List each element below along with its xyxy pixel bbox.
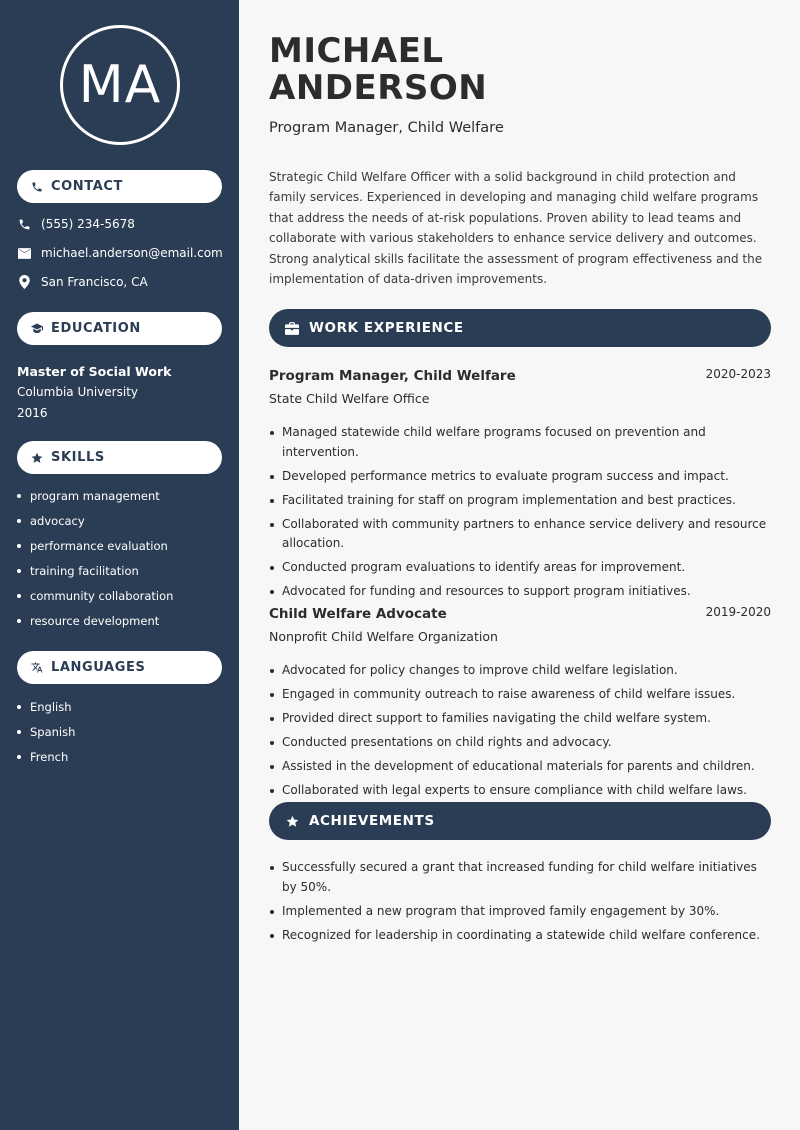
contact-heading-label: CONTACT xyxy=(51,179,123,194)
contact-location xyxy=(17,275,148,289)
skill-item: community collaboration xyxy=(17,583,173,608)
language-item: French xyxy=(17,744,75,769)
education-entry xyxy=(17,361,171,424)
contact-location-text: San Francisco, CA xyxy=(41,275,148,289)
list-item: Assisted in the development of educational materials for parents and children. xyxy=(269,757,769,777)
list-item: Managed statewide child welfare programs focused on prevention and intervention. xyxy=(269,423,769,462)
languages-list xyxy=(17,694,75,769)
job-organization: Nonprofit Child Welfare Organization xyxy=(269,629,498,644)
list-item: Recognized for leadership in coordinating a statewide child welfare conference. xyxy=(269,926,769,946)
location-icon xyxy=(17,275,31,289)
job-bullets xyxy=(269,661,769,805)
phone-icon xyxy=(17,217,31,231)
skills-heading-label: SKILLS xyxy=(51,450,105,465)
contact-email xyxy=(17,246,223,260)
contact-phone-text[interactable]: (555) 234-5678 xyxy=(41,217,135,231)
education-heading-label: EDUCATION xyxy=(51,321,141,336)
education-heading xyxy=(17,312,222,345)
sidebar xyxy=(0,0,239,1130)
graduation-cap-icon xyxy=(31,323,43,335)
skills-list xyxy=(17,483,173,633)
languages-heading xyxy=(17,651,222,684)
profile-summary: Strategic Child Welfare Officer with a solid background in child protection and family services. Experienced in developing and managing child welfare programs that address the needs of at-risk populations. Proven ability to lead teams and collaborate with various stakeholders to enhance service delivery and outcomes. Strong analytical skills facilitate the assessment of program effectiveness and the implementation of data-driven improvements. xyxy=(269,170,763,287)
work-experience-heading-label: WORK EXPERIENCE xyxy=(309,320,464,336)
contact-phone xyxy=(17,217,135,231)
achievements-heading-label: ACHIEVEMENTS xyxy=(309,813,435,829)
skill-item: program management xyxy=(17,483,173,508)
list-item: Collaborated with community partners to enhance service delivery and resource allocation. xyxy=(269,515,769,554)
job-organization: State Child Welfare Office xyxy=(269,391,430,406)
contact-heading xyxy=(17,170,222,203)
skill-item: advocacy xyxy=(17,508,173,533)
skill-item: training facilitation xyxy=(17,558,173,583)
education-degree: Master of Social Work xyxy=(17,364,172,379)
job-title: Child Welfare Advocate xyxy=(269,606,447,622)
avatar-initials: MA xyxy=(60,25,180,145)
candidate-role: Program Manager, Child Welfare xyxy=(269,120,504,136)
education-school: Columbia University xyxy=(17,385,139,399)
skills-heading xyxy=(17,441,222,474)
skill-item: performance evaluation xyxy=(17,533,173,558)
work-experience-heading xyxy=(269,309,771,347)
list-item: Advocated for funding and resources to support program initiatives. xyxy=(269,582,769,602)
contact-email-text[interactable]: michael.anderson@email.com xyxy=(41,246,223,260)
language-item: Spanish xyxy=(17,719,75,744)
achievements-heading xyxy=(269,802,771,840)
list-item: Engaged in community outreach to raise awareness of child welfare issues. xyxy=(269,685,769,705)
skill-item: resource development xyxy=(17,608,173,633)
first-name: MICHAEL xyxy=(269,31,444,71)
languages-heading-label: LANGUAGES xyxy=(51,660,146,675)
star-icon xyxy=(285,814,299,828)
achievements-list xyxy=(269,858,769,950)
list-item: Conducted program evaluations to identify areas for improvement. xyxy=(269,558,769,578)
job-dates: 2019-2020 xyxy=(705,605,771,619)
last-name: ANDERSON xyxy=(269,68,488,108)
list-item: Implemented a new program that improved family engagement by 30%. xyxy=(269,902,769,922)
star-icon xyxy=(31,452,43,464)
job-dates: 2020-2023 xyxy=(705,367,771,381)
list-item: Developed performance metrics to evaluate program success and impact. xyxy=(269,467,769,487)
list-item: Facilitated training for staff on program implementation and best practices. xyxy=(269,491,769,511)
phone-icon xyxy=(31,181,43,193)
translate-icon xyxy=(31,662,43,674)
list-item: Advocated for policy changes to improve child welfare legislation. xyxy=(269,661,769,681)
language-item: English xyxy=(17,694,75,719)
briefcase-icon xyxy=(285,321,299,335)
email-icon xyxy=(17,246,31,260)
candidate-name xyxy=(269,33,487,107)
list-item: Collaborated with legal experts to ensure compliance with child welfare laws. xyxy=(269,781,769,801)
list-item: Conducted presentations on child rights and advocacy. xyxy=(269,733,769,753)
education-year: 2016 xyxy=(17,406,48,420)
list-item: Provided direct support to families navigating the child welfare system. xyxy=(269,709,769,729)
job-bullets xyxy=(269,423,769,606)
job-title: Program Manager, Child Welfare xyxy=(269,368,516,384)
list-item: Successfully secured a grant that increased funding for child welfare initiatives by 50%. xyxy=(269,858,769,897)
